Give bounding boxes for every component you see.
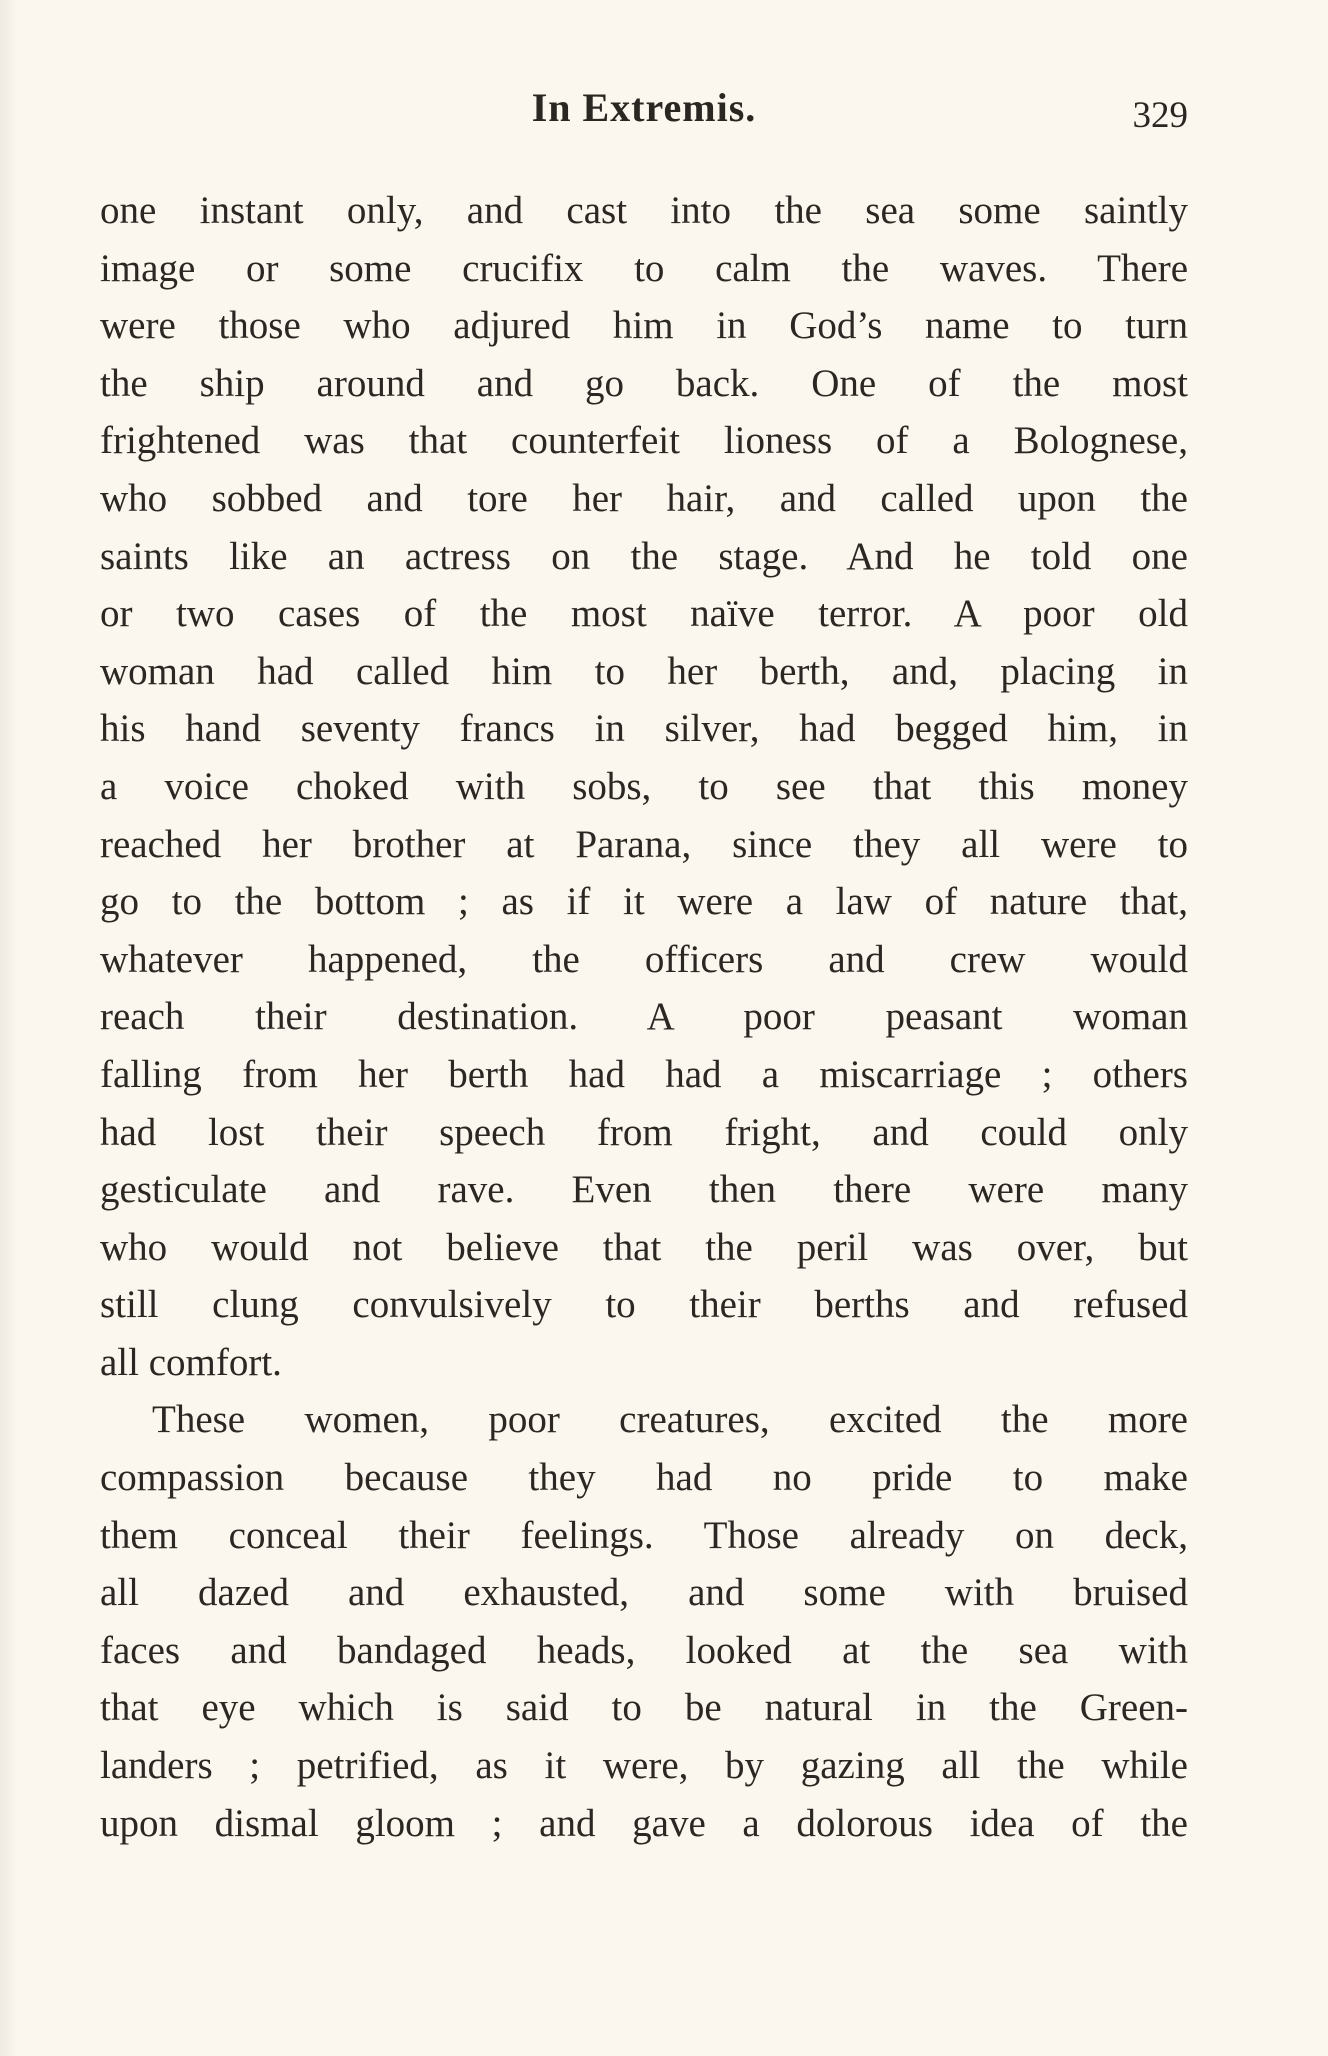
text-line: reach their destination. A poor peasant woman xyxy=(100,995,1188,1039)
paragraph-2 xyxy=(100,1391,1188,1852)
text-line: faces and bandaged heads, looked at the sea with xyxy=(100,1628,1188,1672)
text-line: his hand seventy francs in silver, had begged him, in xyxy=(100,707,1188,751)
body-text xyxy=(100,182,1188,1852)
text-line: falling from her berth had had a miscarriage ; others xyxy=(100,1052,1188,1096)
text-line: a voice choked with sobs, to see that this money xyxy=(100,764,1188,808)
page-number: 329 xyxy=(1132,95,1188,136)
text-line: were those who adjured him in God’s name to turn xyxy=(100,304,1188,348)
text-line: all dazed and exhausted, and some with bruised xyxy=(100,1571,1188,1615)
text-line: still clung convulsively to their berths and refused xyxy=(100,1283,1188,1327)
running-title: In Extremis. xyxy=(531,85,757,130)
text-line: frightened was that counterfeit lioness of a Bolognese, xyxy=(100,419,1188,463)
text-line: reached her brother at Parana, since they all were to xyxy=(100,822,1188,866)
paragraph-1 xyxy=(100,182,1188,1391)
text-line: go to the bottom ; as if it were a law of nature that, xyxy=(100,880,1188,924)
text-line: them conceal their feelings. Those already on deck, xyxy=(100,1513,1188,1557)
text-line: all comfort. xyxy=(100,1340,282,1384)
text-line: or two cases of the most naïve terror. A poor old xyxy=(100,592,1188,636)
text-line: had lost their speech from fright, and could only xyxy=(100,1110,1188,1154)
page-header xyxy=(100,84,1188,144)
text-line: the ship around and go back. One of the most xyxy=(100,361,1188,405)
text-line: saints like an actress on the stage. And he told one xyxy=(100,534,1188,578)
text-line: one instant only, and cast into the sea some saintly xyxy=(100,189,1188,232)
text-line: that eye which is said to be natural in the Green- xyxy=(100,1686,1188,1730)
text-line: upon dismal gloom ; and gave a dolorous idea of the xyxy=(100,1801,1188,1845)
text-line: gesticulate and rave. Even then there were many xyxy=(100,1168,1188,1212)
text-line: landers ; petrified, as it were, by gazing all the while xyxy=(100,1744,1188,1788)
text-line: who sobbed and tore her hair, and called upon the xyxy=(100,476,1188,520)
text-line: These women, poor creatures, excited the more xyxy=(152,1398,1188,1442)
text-line: who would not believe that the peril was over, but xyxy=(100,1225,1188,1269)
text-line: woman had called him to her berth, and, placing in xyxy=(100,649,1188,693)
text-line: image or some crucifix to calm the waves. There xyxy=(100,246,1188,290)
text-line: whatever happened, the officers and crew would xyxy=(100,937,1188,981)
text-line: compassion because they had no pride to make xyxy=(100,1456,1188,1500)
